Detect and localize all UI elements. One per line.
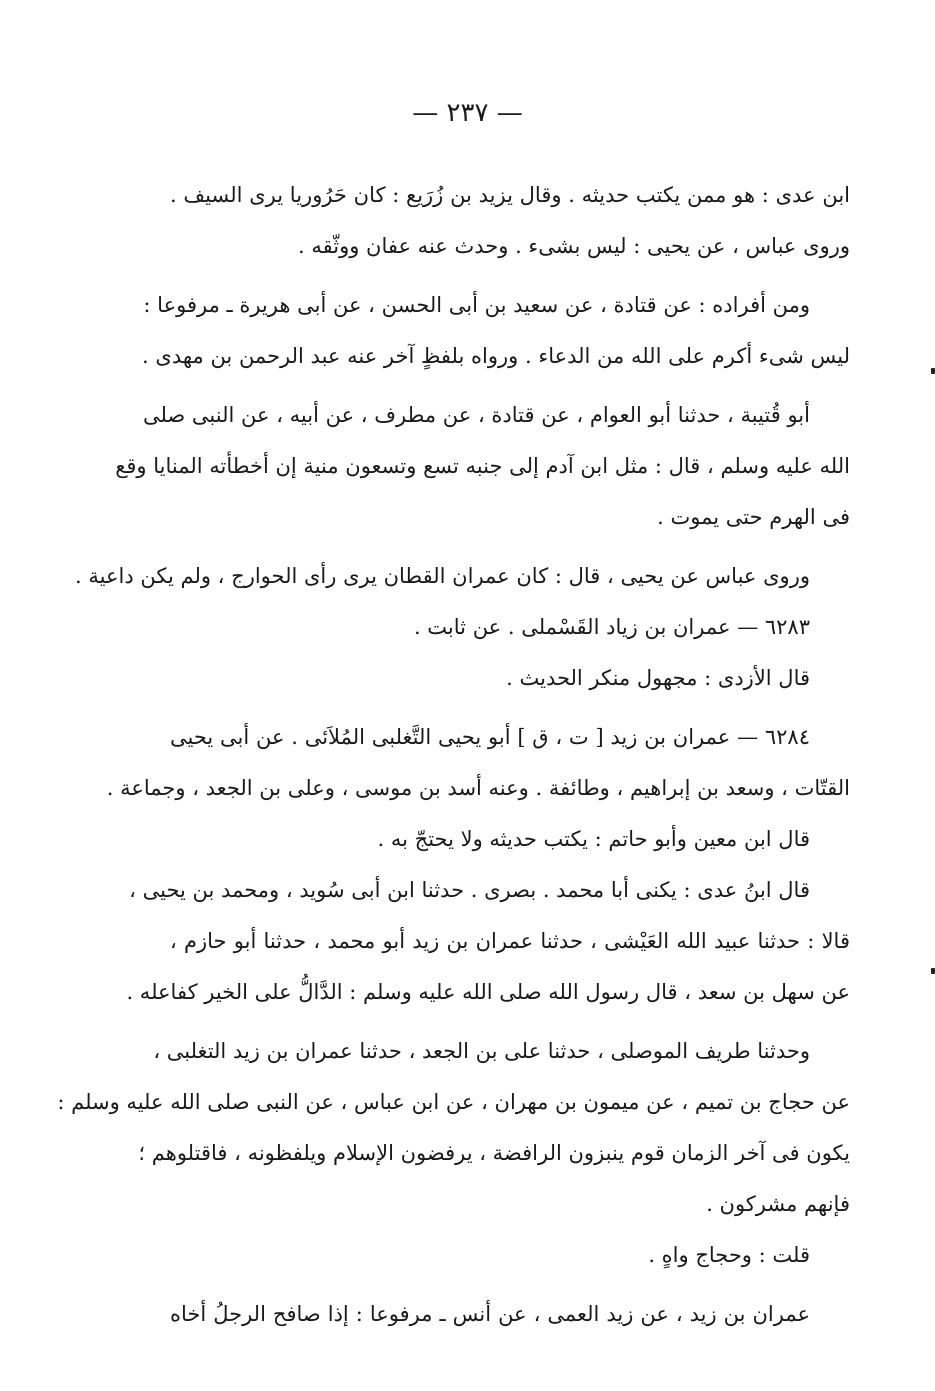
page-body [57, 170, 850, 1340]
text-line-12: القتّات ، وسعد بن إبراهيم ، وطائفة . وعنه أسد بن موسى ، وعلى بن الجعد ، وجماعة . [106, 776, 850, 800]
text-line-1: ابن عدى : هو ممن يكتب حديثه . وقال يزيد بن زُرَيع : كان حَرُوريا يرى السيف . [170, 183, 850, 207]
text-line-7: فى الهرم حتى يموت . [657, 505, 850, 529]
text-line-11: ٦٢٨٤ — عمران بن زيد [ ت ، ق ] أبو يحيى التَّغلبى المُلاَئى . عن أبى يحيى [170, 725, 810, 749]
text-line-4: ليس شىء أكرم على الله من الدعاء . ورواه بلفظٍ آخر عنه عبد الرحمن بن مهدى . [142, 344, 850, 368]
text-line-15: قالا : حدثنا عبيد الله العَيْشى ، حدثنا عمران بن زيد أبو محمد ، حدثنا أبو حازم ، [170, 929, 850, 953]
text-line-5: أبو قُتيبة ، حدثنا أبو العوام ، عن قتادة ، عن مطرف ، عن أبيه ، عن النبى صلى [142, 403, 810, 427]
text-line-8: وروى عباس عن يحيى ، قال : كان عمران القطان يرى رأى الحوارج ، ولم يكن داعية . [75, 564, 810, 588]
text-line-10: قال الأزدى : مجهول منكر الحديث . [506, 666, 810, 690]
text-line-21: قلت : وحجاج واهٍ . [648, 1243, 810, 1267]
text-line-14: قال ابنُ عدى : يكنى أبا محمد . بصرى . حدثنا ابن أبى سُويد ، ومحمد بن يحيى ، [129, 878, 810, 902]
text-line-16: عن سهل بن سعد ، قال رسول الله صلى الله عليه وسلم : الدَّالُّ على الخير كفاعله . [126, 980, 850, 1004]
page-number: — ٢٣٧ — [412, 98, 523, 128]
margin-speck-top [931, 368, 935, 374]
text-line-20: فإنهم مشركون . [706, 1192, 850, 1216]
text-line-13: قال ابن معين وأبو حاتم : يكتب حديثه ولا يحتجّ به . [377, 827, 810, 851]
text-line-18: عن حجاج بن تميم ، عن ميمون بن مهران ، عن ابن عباس ، عن النبى صلى الله عليه وسلم : [57, 1090, 850, 1114]
text-line-19: يكون فى آخر الزمان قوم ينبزون الرافضة ، يرفضون الإسلام ويلفظونه ، فاقتلوهم ؛ [138, 1141, 850, 1165]
text-line-6: الله عليه وسلم ، قال : مثل ابن آدم إلى جنبه تسع وتسعون منية إن أخطأته المنايا وقع [115, 454, 850, 478]
text-line-3: ومن أفراده : عن قتادة ، عن سعيد بن أبى الحسن ، عن أبى هريرة ـ مرفوعا : [143, 293, 810, 317]
margin-speck-bottom [931, 968, 935, 974]
text-line-17: وحدثنا طريف الموصلى ، حدثنا على بن الجعد ، حدثنا عمران بن زيد التغلبى ، [153, 1039, 810, 1063]
text-line-2: وروى عباس ، عن يحيى : ليس بشىء . وحدث عنه عفان ووثّقه . [298, 234, 850, 258]
text-line-22: عمران بن زيد ، عن زيد العمى ، عن أنس ـ مرفوعا : إذا صافح الرجلُ أخاه [170, 1302, 810, 1326]
text-line-9: ٦٢٨٣ — عمران بن زياد القَسْملى . عن ثابت . [413, 615, 810, 639]
